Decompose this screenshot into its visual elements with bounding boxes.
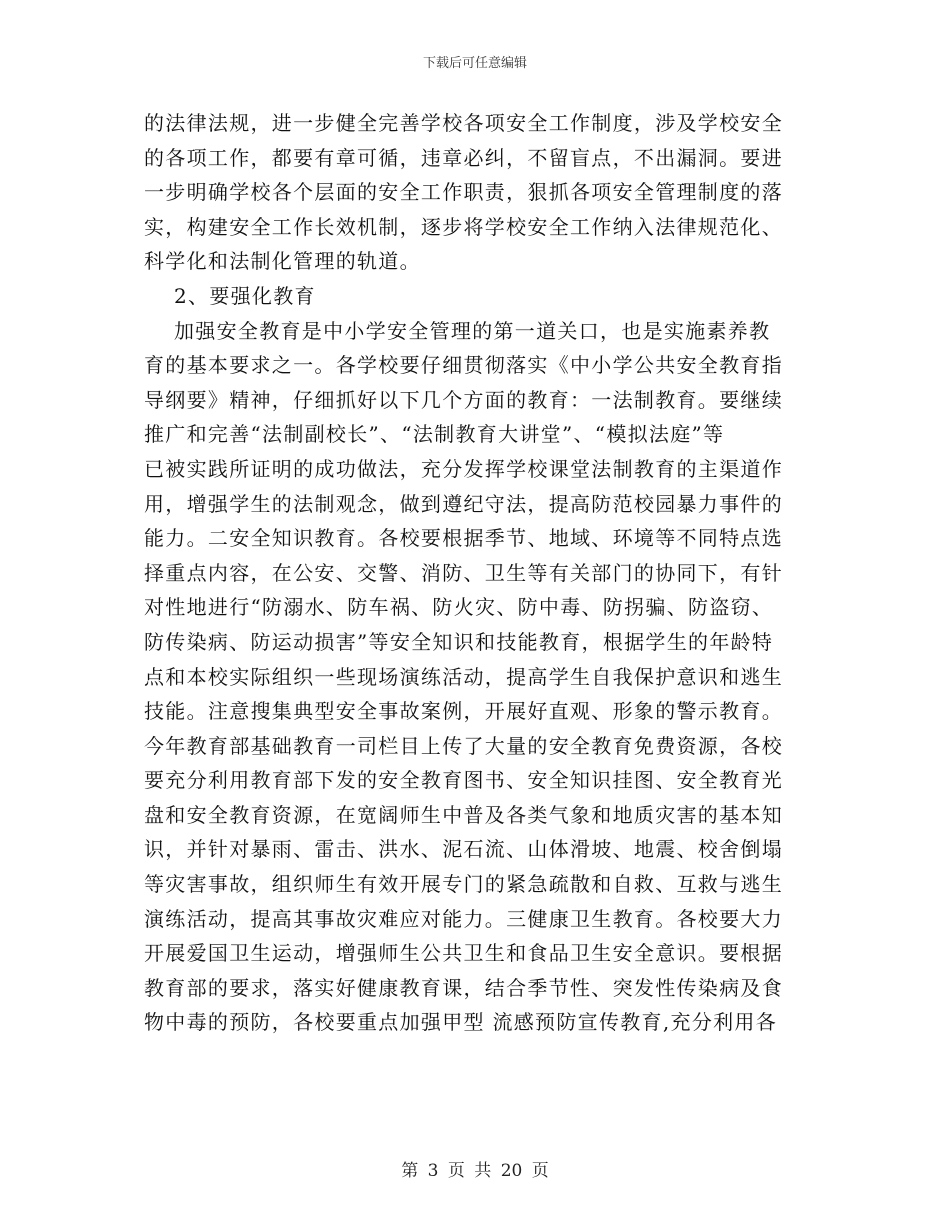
text-line: 用，增强学生的法制观念，做到遵纪守法，提高防范校园暴力事件的 <box>144 491 783 516</box>
page-header: 下载后可任意编辑 <box>422 56 527 71</box>
text-line: 科学化和法制化管理的轨道。 <box>144 249 421 274</box>
text-line: 盘和安全教育资源，在宽阔师生中普及各类气象和地质灾害的基本知 <box>144 802 783 827</box>
text-line: 的法律法规，进一步健全完善学校各项安全工作制度，涉及学校安全 <box>144 111 783 135</box>
text-line: 今年教育部基础教育一司栏目上传了大量的安全教育免费资源，各校 <box>144 733 783 758</box>
text-line: 演练活动，提高其事故灾难应对能力。三健康卫生教育。各校要大力 <box>144 906 783 931</box>
page-footer: 第 3 页 共 20 页 <box>401 1161 549 1181</box>
text-line: 物中毒的预防，各校要重点加强甲型 流感预防宣传教育,充分利用各 <box>144 1010 778 1035</box>
text-line: 的各项工作，都要有章可循，违章必纠，不留盲点，不出漏洞。要进 <box>144 145 783 170</box>
text-line: 已被实践所证明的成功做法，充分发挥学校课堂法制教育的主渠道作 <box>144 456 783 481</box>
text-line: 教育部的要求，落实好健康教育课，结合季节性、突发性传染病及食 <box>144 975 783 1000</box>
text-line: 技能。注意搜集典型安全事故案例，开展好直观、形象的警示教育。 <box>144 699 783 724</box>
text-line: 实，构建安全工作长效机制，逐步将学校安全工作纳入法律规范化、 <box>144 214 783 239</box>
text-line: 点和本校实际组织一些现场演练活动，提高学生自我保护意识和逃生 <box>144 664 783 689</box>
text-line: 推广和完善“法制副校长”、“法制教育大讲堂”、“模拟法庭”等 <box>144 422 725 447</box>
text-line: 导纲要》精神，仔细抓好以下几个方面的教育：一法制教育。要继续 <box>144 387 783 412</box>
text-line: 防传染病、防运动损害”等安全知识和技能教育，根据学生的年龄特 <box>144 629 774 654</box>
text-line: 对性地进行“防溺水、防车祸、防火灾、防中毒、防拐骗、防盗窃、 <box>144 595 774 620</box>
text-line: 能力。二安全知识教育。各校要根据季节、地域、环境等不同特点选 <box>144 526 783 551</box>
text-line: 开展爱国卫生运动，增强师生公共卫生和食品卫生安全意识。要根据 <box>144 941 783 966</box>
text-line: 择重点内容，在公安、交警、消防、卫生等有关部门的协同下，有针 <box>144 560 783 585</box>
section-heading: 2、要强化教育 <box>174 283 316 308</box>
text-line: 等灾害事故，组织师生有效开展专门的紧急疏散和自救、互救与逃生 <box>144 872 783 897</box>
text-line: 识，并针对暴雨、雷击、洪水、泥石流、山体滑坡、地震、校舍倒塌 <box>144 837 783 862</box>
text-line: 育的基本要求之一。各学校要仔细贯彻落实《中小学公共安全教育指 <box>144 353 783 378</box>
text-line: 要充分利用教育部下发的安全教育图书、安全知识挂图、安全教育光 <box>144 768 783 793</box>
text-line: 一步明确学校各个层面的安全工作职责，狠抓各项安全管理制度的落 <box>144 180 783 205</box>
document-body <box>144 106 806 1040</box>
text-line: 加强安全教育是中小学安全管理的第一道关口，也是实施素养教 <box>174 318 771 343</box>
